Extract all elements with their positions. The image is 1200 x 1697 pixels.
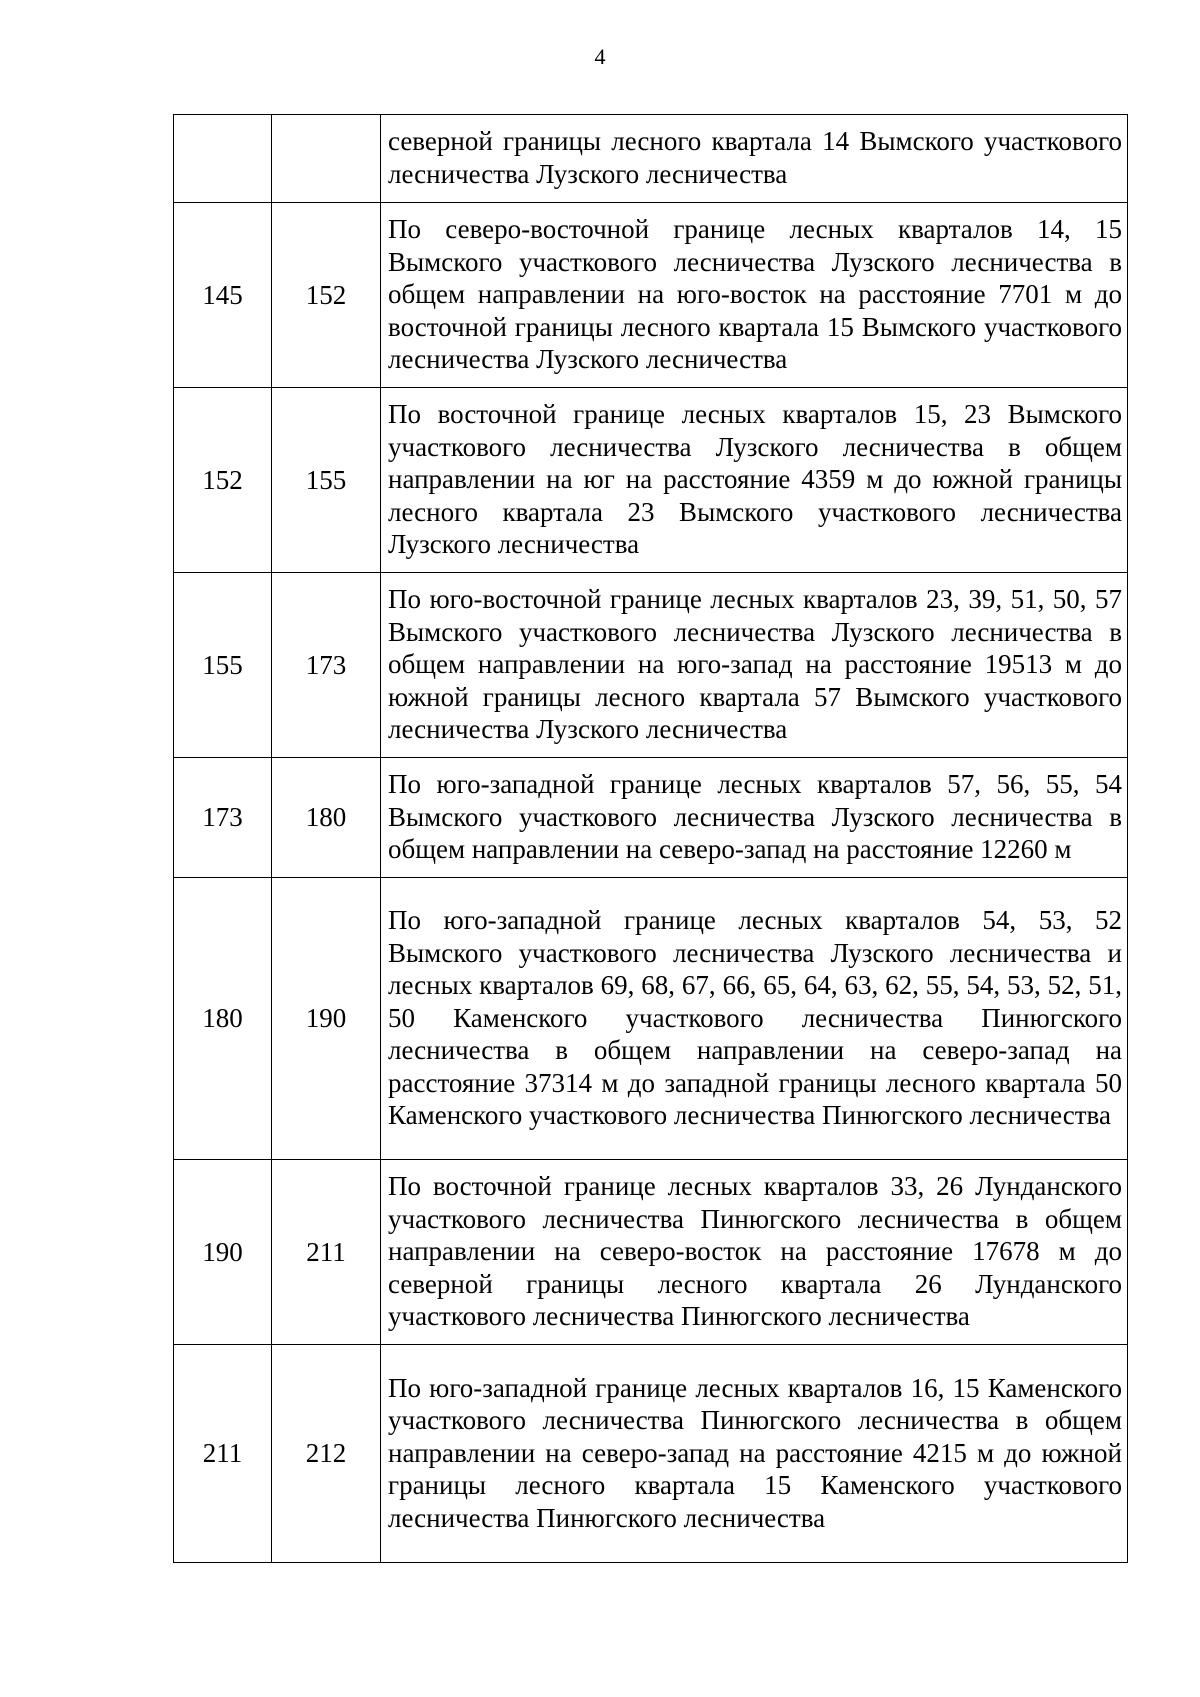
to-point-cell: 212 [272, 1345, 381, 1563]
table-row [174, 573, 1128, 758]
from-point-cell: 155 [174, 573, 272, 758]
from-point-cell: 180 [174, 878, 272, 1160]
to-point-cell: 155 [272, 388, 381, 573]
table-row [174, 1345, 1128, 1563]
from-point-cell [174, 115, 272, 203]
table-row [174, 388, 1128, 573]
to-point-cell: 173 [272, 573, 381, 758]
to-point-cell: 211 [272, 1160, 381, 1345]
boundary-description-cell: По восточной границе лесных кварталов 33, 26 Лунданского участкового лесничества Пинюгского лесничества в общем направлении на северо-восток на расстояние 17678 м до северной границы лесного квартала 26 Лунданского участкового лесничества Пинюгского лесничества [381, 1160, 1128, 1345]
boundary-description-cell: северной границы лесного квартала 14 Вымского участкового лесничества Лузского лесничества [381, 115, 1128, 203]
boundary-description-cell: По юго-восточной границе лесных кварталов 23, 39, 51, 50, 57 Вымского участкового лесничества Лузского лесничества в общем направлении на юго-запад на расстояние 19513 м до южной границы лесного квартала 57 Вымского участкового лесничества Лузского лесничества [381, 573, 1128, 758]
to-point-cell: 180 [272, 758, 381, 878]
from-point-cell: 211 [174, 1345, 272, 1563]
from-point-cell: 145 [174, 203, 272, 388]
boundary-description-cell: По юго-западной границе лесных кварталов 54, 53, 52 Вымского участкового лесничества Лузского лесничества и лесных кварталов 69, 68, 67, 66, 65, 64, 63, 62, 55, 54, 53, 52, 51, 50 Каменского участкового лесничества Пинюгского лесничества в общем направлении на северо-запад на расстояние 37314 м до западной границы лесного квартала 50 Каменского участкового лесничества Пинюгского лесничества [381, 878, 1128, 1160]
to-point-cell [272, 115, 381, 203]
table-row [174, 203, 1128, 388]
table-row [174, 758, 1128, 878]
from-point-cell: 190 [174, 1160, 272, 1345]
boundary-description-cell: По северо-восточной границе лесных кварталов 14, 15 Вымского участкового лесничества Лузского лесничества в общем направлении на юго-восток на расстояние 7701 м до восточной границы лесного квартала 15 Вымского участкового лесничества Лузского лесничества [381, 203, 1128, 388]
from-point-cell: 152 [174, 388, 272, 573]
page-number: 4 [594, 44, 606, 69]
boundary-description-cell: По восточной границе лесных кварталов 15, 23 Вымского участкового лесничества Лузского лесничества в общем направлении на юг на расстояние 4359 м до южной границы лесного квартала 23 Вымского участкового лесничества Лузского лесничества [381, 388, 1128, 573]
table-row [174, 878, 1128, 1160]
boundary-description-cell: По юго-западной границе лесных кварталов 57, 56, 55, 54 Вымского участкового лесничества Лузского лесничества в общем направлении на северо-запад на расстояние 12260 м [381, 758, 1128, 878]
to-point-cell: 190 [272, 878, 381, 1160]
to-point-cell: 152 [272, 203, 381, 388]
table-row [174, 115, 1128, 203]
boundary-description-table [173, 114, 1128, 1563]
table-row [174, 1160, 1128, 1345]
from-point-cell: 173 [174, 758, 272, 878]
boundary-description-cell: По юго-западной границе лесных кварталов 16, 15 Каменского участкового лесничества Пинюгского лесничества в общем направлении на северо-запад на расстояние 4215 м до южной границы лесного квартала 15 Каменского участкового лесничества Пинюгского лесничества [381, 1345, 1128, 1563]
